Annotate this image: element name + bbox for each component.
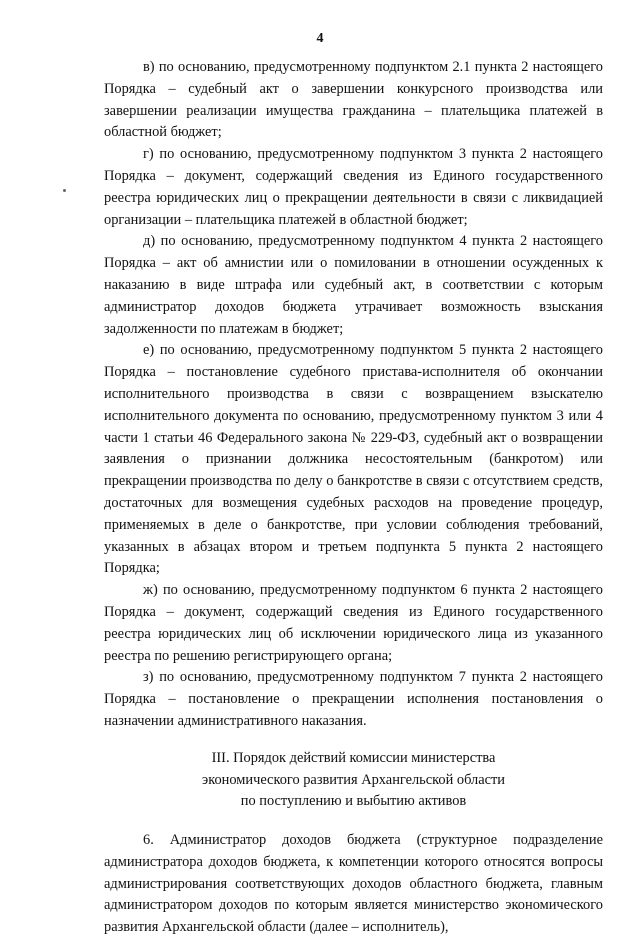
paragraph-zh: ж) по основанию, предусмотренному подпунктом 6 пункта 2 настоящего Порядка – документ, содержащий сведения из Единого государственного реестра юридических лиц об исключении юридического лица из указанного реестра по решению регистрирующего органа; <box>104 582 603 664</box>
scan-margin-mark <box>63 189 66 192</box>
paragraph-d: д) по основанию, предусмотренному подпунктом 4 пункта 2 настоящего Порядка – акт об амнистии или о помиловании в отношении осужденных к наказанию в виде штрафа или судебный акт, в соответствии с которым администратор доходов бюджета утрачивает возможность взыскания задолженности по платежам в бюджет; <box>104 233 603 337</box>
document-body <box>104 57 603 939</box>
section-heading-line-2: экономического развития Архангельской области <box>202 771 505 788</box>
section-heading-line-3: по поступлению и выбытию активов <box>240 793 467 810</box>
paragraph-g: г) по основанию, предусмотренному подпунктом 3 пункта 2 настоящего Порядка – документ, содержащий сведения из Единого государственного реестра юридических лиц о прекращении деятельности в связи с ликвидацией организации – плательщика платежей в областной бюджет; <box>104 146 603 228</box>
paragraph-e: е) по основанию, предусмотренному подпунктом 5 пункта 2 настоящего Порядка – постановление судебного пристава-исполнителя об окончании исполнительного производства в связи с возвращением взыскателю исполнительного документа по основанию, предусмотренному пунктом 3 или 4 части 1 статьи 46 Федерального закона № 229-ФЗ, судебный акт о возвращении заявления о признании должника несостоятельным (банкротом) или прекращении производства по делу о банкротстве в связи с отсутствием средств, достаточных для возмещения судебных расходов на проведение процедур, применяемых в деле о банкротстве, при условии соблюдения требований, указанных в абзацах втором и третьем подпункта 5 пункта 2 настоящего Порядка; <box>104 342 603 577</box>
paragraph-6: 6. Администратор доходов бюджета (структурное подразделение администратора доходов бюджета, к компетенции которого относятся вопросы администрирования соответствующих доходов областного бюджета, главным администратором доходов по которым является министерство экономического развития Архангельской области (далее – исполнитель), <box>104 832 603 936</box>
paragraph-z: з) по основанию, предусмотренному подпунктом 7 пункта 2 настоящего Порядка – постановление о прекращении исполнения постановления о назначении административного наказания. <box>104 669 603 729</box>
section-heading-line-1: III. Порядок действий комиссии министерства <box>211 749 496 766</box>
section-heading <box>104 748 603 813</box>
paragraph-v: в) по основанию, предусмотренному подпунктом 2.1 пункта 2 настоящего Порядка – судебный акт о завершении конкурсного производства или завершении реализации имущества гражданина – плательщика платежей в областной бюджет; <box>104 59 603 141</box>
page-number: 4 <box>316 31 324 46</box>
